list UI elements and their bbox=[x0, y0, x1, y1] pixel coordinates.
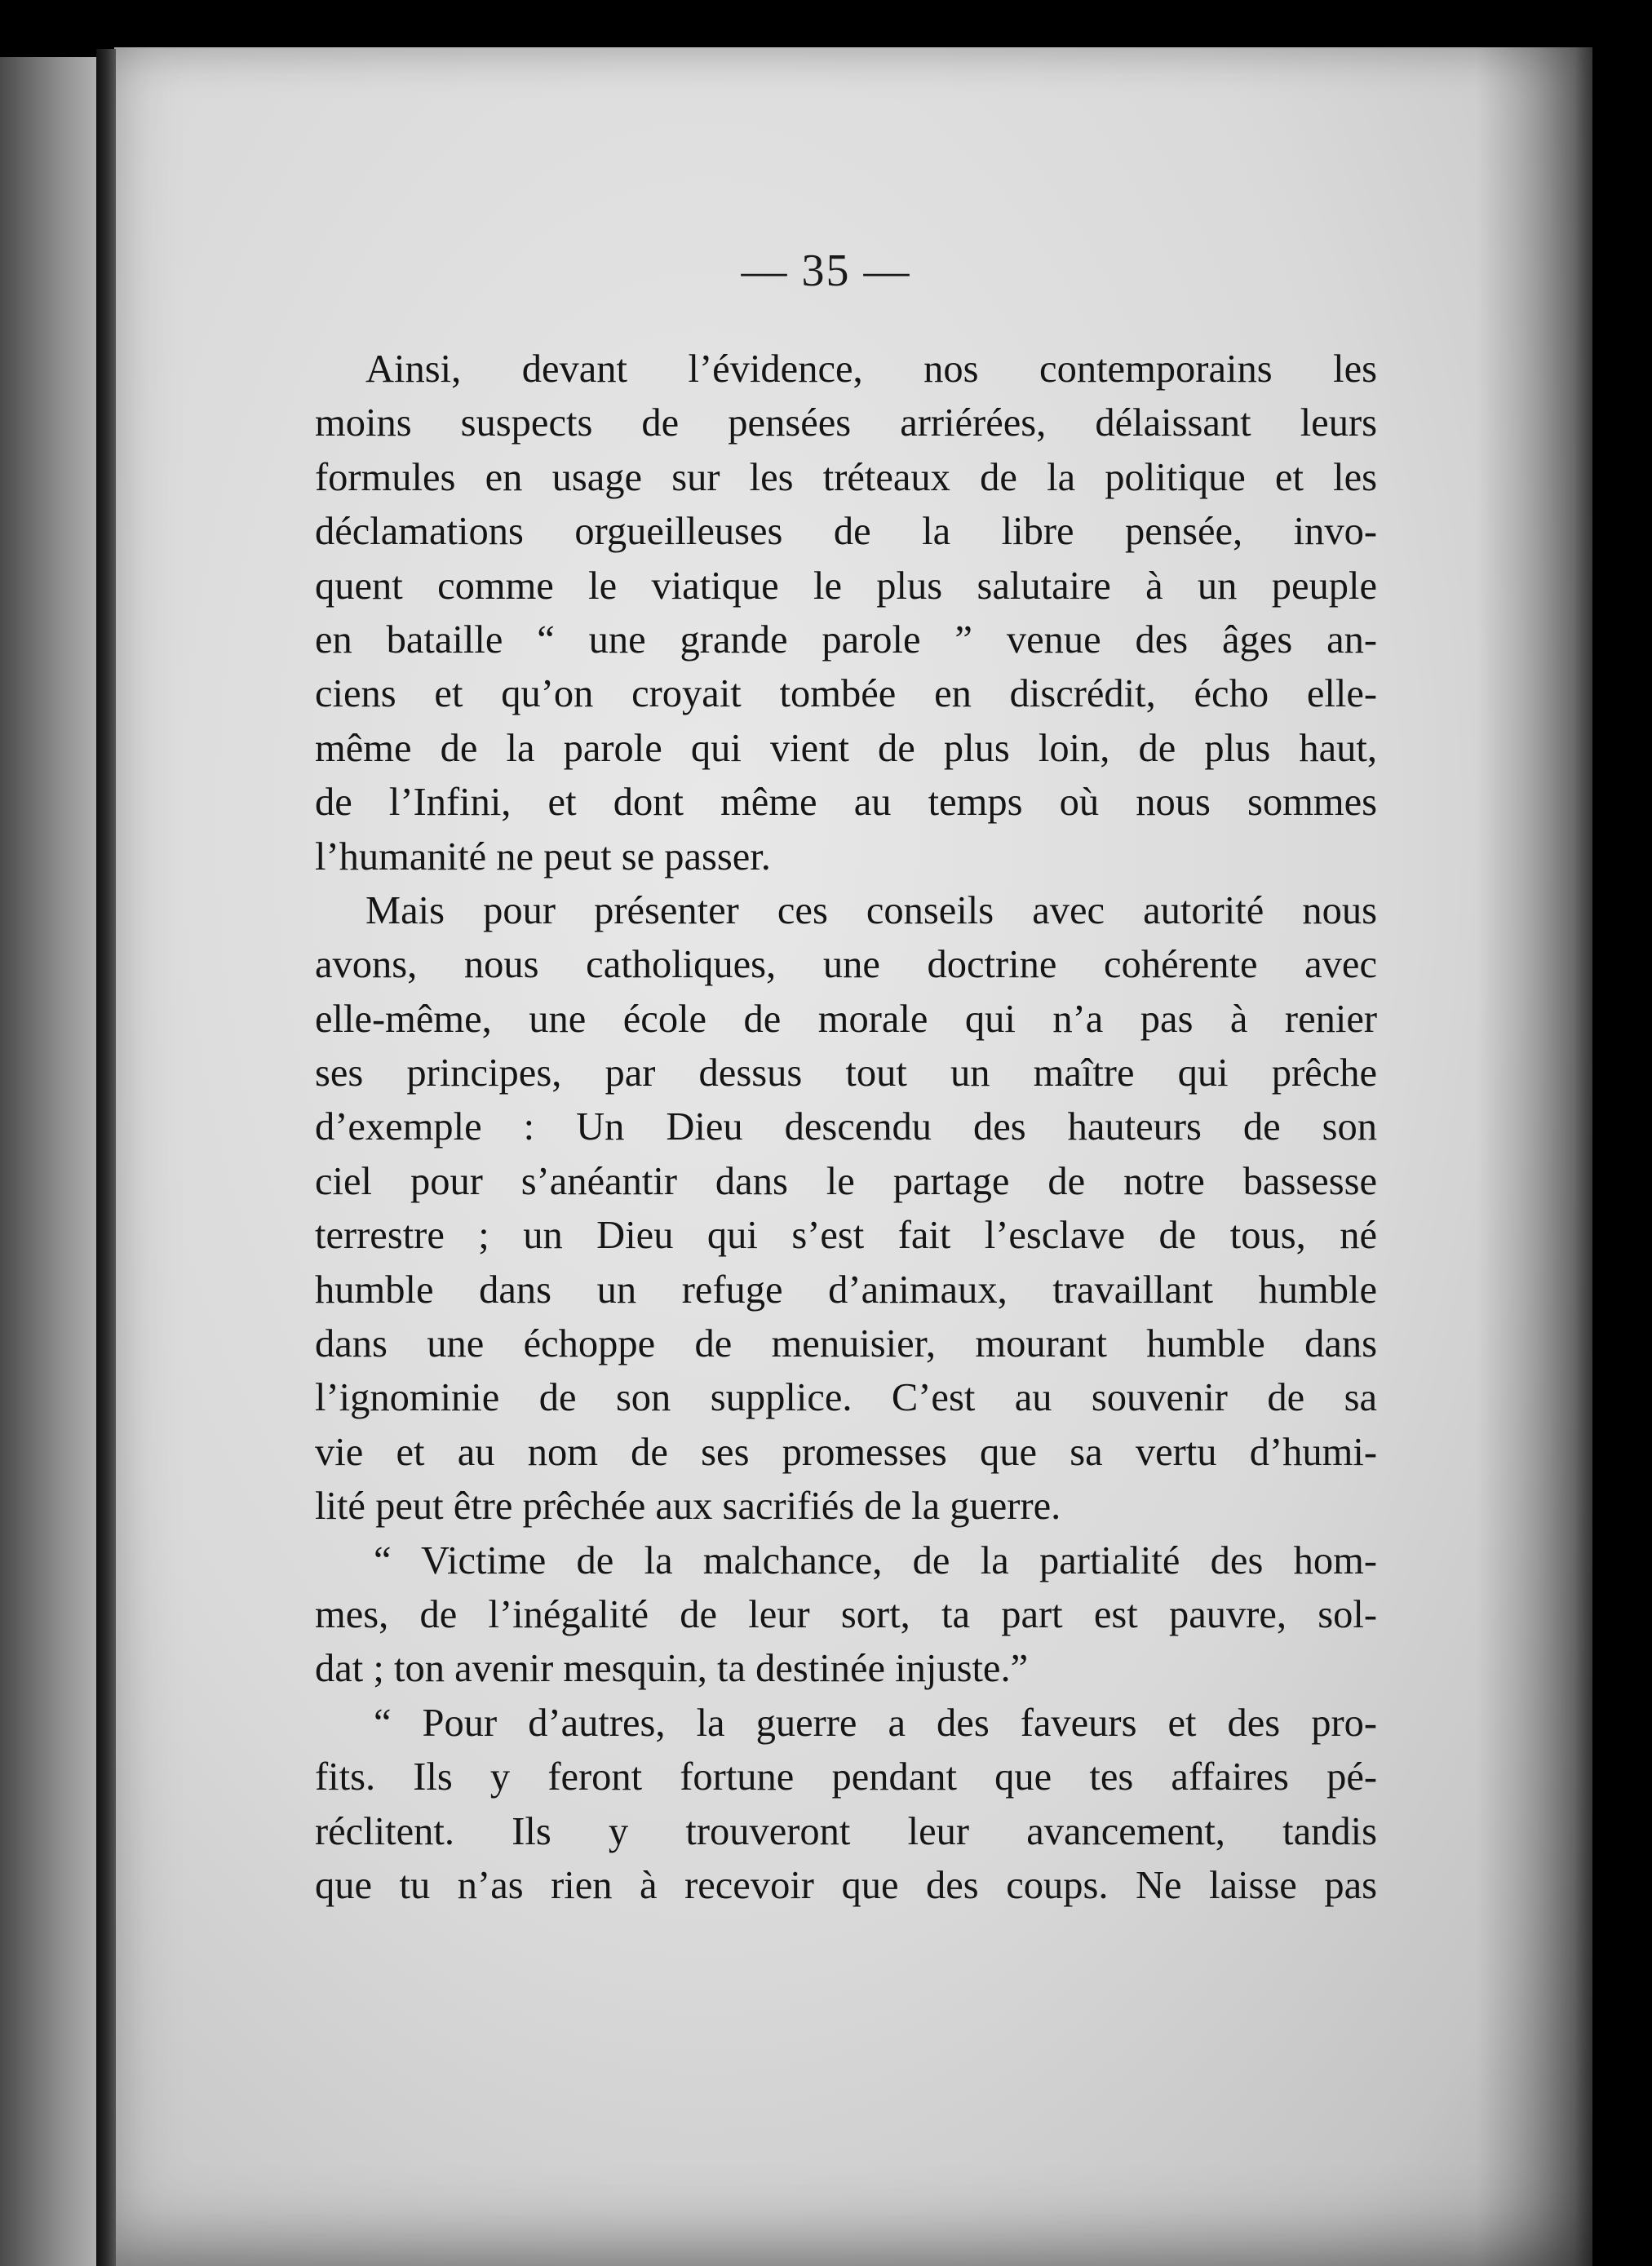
text-line: mes, de l’inégalité de leur sort, ta part est pauvre, sol- bbox=[315, 1592, 1377, 1636]
text-line: lité peut être prêchée aux sacrifiés de la guerre. bbox=[315, 1485, 1061, 1529]
text-line: fits. Ils y feront fortune pendant que tes affaires pé- bbox=[315, 1755, 1377, 1799]
text-line: d’exemple : Un Dieu descendu des hauteurs de son bbox=[315, 1105, 1377, 1149]
page-number: — 35 — bbox=[741, 246, 911, 296]
body-text bbox=[315, 343, 1377, 1913]
text-line: même de la parole qui vient de plus loin, de plus haut, bbox=[315, 726, 1377, 770]
text-line: “ Pour d’autres, la guerre a des faveurs et des pro- bbox=[374, 1701, 1377, 1745]
text-line: dat ; ton avenir mesquin, ta destinée injuste.” bbox=[315, 1647, 1029, 1691]
text-line: ciel pour s’anéantir dans le partage de notre bassesse bbox=[315, 1159, 1377, 1203]
text-line: que tu n’as rien à recevoir que des coups. Ne laisse pas bbox=[315, 1863, 1377, 1907]
text-line: terrestre ; un Dieu qui s’est fait l’esclave de tous, né bbox=[315, 1214, 1377, 1258]
text-line: ciens et qu’on croyait tombée en discrédit, écho elle- bbox=[315, 672, 1377, 716]
text-line: déclamations orgueilleuses de la libre pensée, invo- bbox=[315, 510, 1377, 554]
text-line: avons, nous catholiques, une doctrine cohérente avec bbox=[315, 943, 1377, 987]
text-line: ses principes, par dessus tout un maître qui prêche bbox=[315, 1051, 1377, 1095]
text-line: “ Victime de la malchance, de la partialité des hom- bbox=[374, 1538, 1377, 1582]
text-line: Ainsi, devant l’évidence, nos contemporains les bbox=[365, 347, 1377, 391]
text-line: moins suspects de pensées arriérées, délaissant leurs bbox=[315, 401, 1377, 445]
text-line: l’humanité ne peut se passer. bbox=[315, 834, 771, 879]
text-line: réclitent. Ils y trouveront leur avancement, tandis bbox=[315, 1809, 1377, 1853]
book-gutter bbox=[96, 49, 116, 2266]
text-line: humble dans un refuge d’animaux, travaillant humble bbox=[315, 1268, 1377, 1312]
text-line: quent comme le viatique le plus salutaire à un peuple bbox=[315, 564, 1377, 608]
text-line: formules en usage sur les tréteaux de la politique et les bbox=[315, 455, 1377, 499]
text-line: dans une échoppe de menuisier, mourant humble dans bbox=[315, 1322, 1377, 1366]
text-line: Mais pour présenter ces conseils avec autorité nous bbox=[365, 888, 1377, 932]
text-line: l’ignominie de son supplice. C’est au souvenir de sa bbox=[315, 1376, 1377, 1420]
previous-page-edge bbox=[0, 57, 106, 2266]
text-line: de l’Infini, et dont même au temps où nous sommes bbox=[315, 781, 1377, 825]
text-line: elle-même, une école de morale qui n’a pas à renier bbox=[315, 997, 1377, 1041]
text-line: vie et au nom de ses promesses que sa vertu d’humi- bbox=[315, 1430, 1377, 1474]
page-edge-shadow bbox=[1477, 47, 1599, 2266]
text-line: en bataille “ une grande parole ” venue des âges an- bbox=[315, 617, 1377, 662]
